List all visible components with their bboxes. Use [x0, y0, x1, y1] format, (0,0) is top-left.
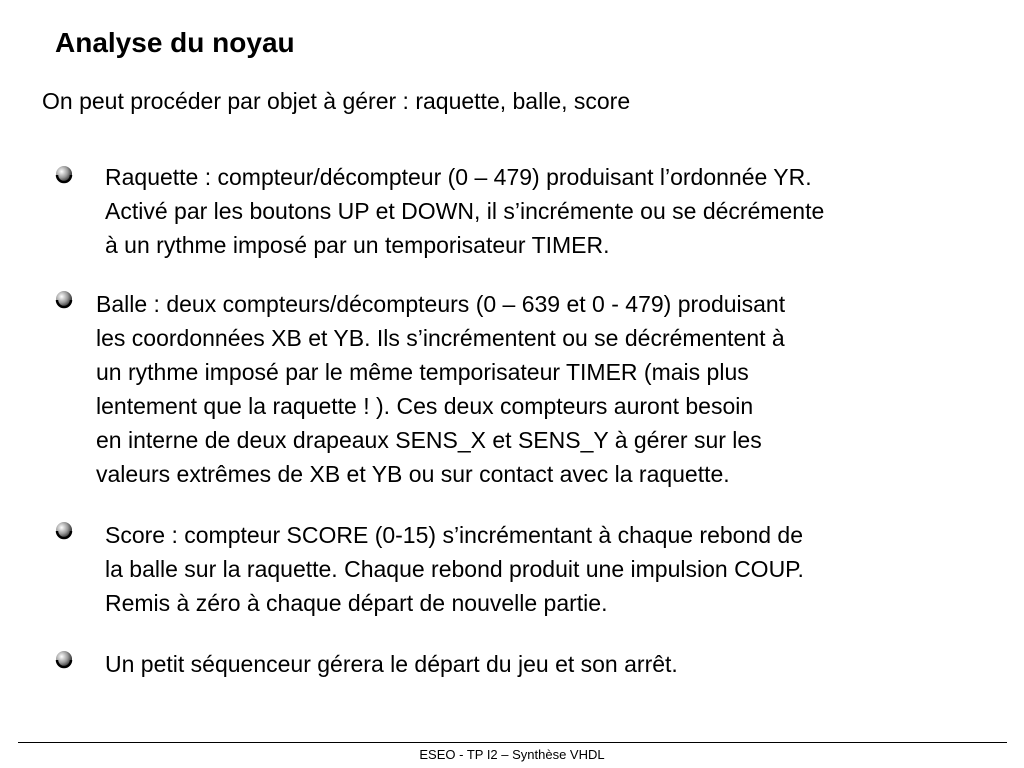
slide-title: Analyse du noyau: [55, 27, 295, 58]
bullet-item-score: Score : compteur SCORE (0-15) s’incrémentant à chaque rebond de la balle sur la raquette. Chaque rebond produit une impulsion COUP. Remis à zéro à chaque départ de nouvelle partie.: [105, 522, 804, 616]
sphere-bullet-icon: [54, 289, 74, 309]
sphere-bullet-icon: [54, 520, 74, 540]
slide-subtitle: On peut procéder par objet à gérer : raquette, balle, score: [42, 88, 631, 114]
footer-divider: [18, 742, 1007, 743]
sphere-bullet-icon: [54, 649, 74, 669]
slide-footer: ESEO - TP I2 – Synthèse VHDL: [419, 747, 605, 762]
sphere-bullet-icon: [54, 164, 74, 184]
bullet-item-raquette: Raquette : compteur/décompteur (0 – 479) produisant l’ordonnée YR. Activé par les boutons UP et DOWN, il s’incrémente ou se décrémente à un rythme imposé par un temporisateur TIMER.: [105, 164, 825, 258]
bullet-item-sequenceur: Un petit séquenceur gérera le départ du jeu et son arrêt.: [105, 651, 678, 677]
bullet-item-balle: Balle : deux compteurs/décompteurs (0 – 639 et 0 - 479) produisant les coordonnées XB et YB. Ils s’incrémentent ou se décrémentent à un rythme imposé par le même temporisateur TIMER (mais plus lentement que la raquette ! ). Ces deux compteurs auront besoin en interne de deux drapeaux SENS_X et SENS_Y à gérer sur les valeurs extrêmes de XB et YB ou sur contact avec la raquette.: [96, 291, 786, 487]
